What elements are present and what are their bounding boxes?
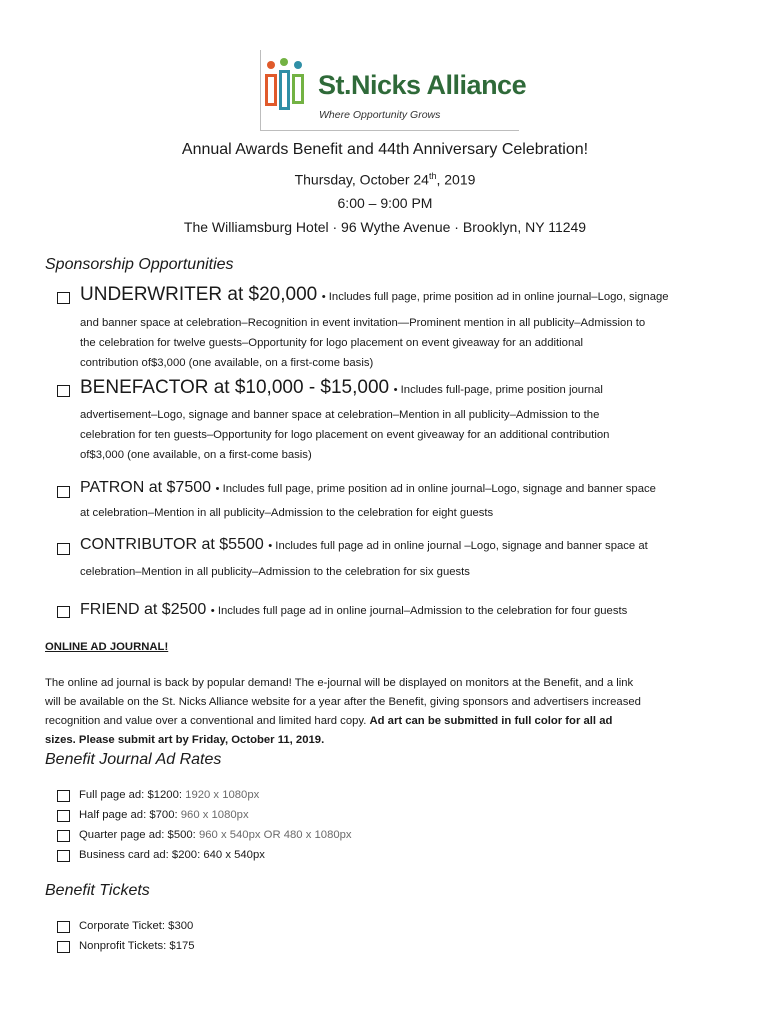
contributor-checkbox[interactable]: [57, 543, 70, 555]
logo-name: St.Nicks Alliance: [318, 70, 527, 100]
patron-checkbox[interactable]: [57, 486, 70, 498]
business-card-ad-rate: Business card ad: $200: 640 x 540px: [79, 849, 265, 861]
underwriter-description: and banner space at celebration–Recognition in event invitation—Prominent mention in all publicity–Admission to the celebration for twelve guests–Opportunity for logo placement on event giveaway for an additional contribution of$3,000 (one available, on a first-come basis): [80, 317, 646, 369]
friend-checkbox[interactable]: [57, 606, 70, 618]
benefactor-checkbox[interactable]: [57, 385, 70, 397]
contributor-description: celebration–Mention in all publicity–Admission to the celebration for six guests: [80, 566, 470, 578]
corporate-ticket-checkbox[interactable]: [57, 921, 70, 933]
business-card-ad-checkbox[interactable]: [57, 850, 70, 862]
patron-tier: PATRON at $7500 • Includes full page, prime position ad in online journal–Logo, signage and banner space: [80, 479, 656, 496]
full-page-ad-checkbox[interactable]: [57, 790, 70, 802]
event-title: Annual Awards Benefit and 44th Anniversary Celebration!: [181, 141, 589, 158]
quarter-page-ad-rate: Quarter page ad: $500: 960 x 540px OR 480 x 1080px: [79, 829, 352, 841]
corporate-ticket-label: Corporate Ticket: $300: [79, 920, 194, 932]
friend-tier: FRIEND at $2500 • Includes full page ad in online journal–Admission to the celebration for four guests: [80, 601, 628, 618]
half-page-ad-rate: Half page ad: $700: 960 x 1080px: [79, 809, 249, 821]
full-page-ad-rate: Full page ad: $1200: 1920 x 1080px: [79, 789, 260, 801]
benefactor-description: advertisement–Logo, signage and banner space at celebration–Mention in all publicity–Admission to the celebration for ten guests–Opportunity for logo placement on event giveaway for an additional contribution of$3,000 (one available, on a first-come basis): [80, 409, 610, 461]
online-journal-heading: ONLINE AD JOURNAL!: [45, 641, 169, 653]
half-page-ad-checkbox[interactable]: [57, 810, 70, 822]
benefactor-tier: BENEFACTOR at $10,000 - $15,000 • Includes full-page, prime position journal: [80, 377, 603, 398]
event-venue: The Williamsburg Hotel · 96 Wythe Avenue · Brooklyn, NY 11249: [183, 219, 587, 235]
people-logo-icon: [262, 56, 312, 112]
logo-tagline: Where Opportunity Grows: [319, 109, 441, 121]
underwriter-checkbox[interactable]: [57, 292, 70, 304]
patron-description: at celebration–Mention in all publicity–Admission to the celebration for eight guests: [80, 507, 494, 519]
contributor-tier: CONTRIBUTOR at $5500 • Includes full page ad in online journal –Logo, signage and banner space at: [80, 536, 648, 553]
event-time: 6:00 – 9:00 PM: [337, 195, 433, 211]
event-date: Thursday, October 24th, 2019: [294, 171, 476, 188]
nonprofit-ticket-checkbox[interactable]: [57, 941, 70, 953]
underwriter-tier: UNDERWRITER at $20,000 • Includes full page, prime position ad in online journal–Logo, signage: [80, 284, 669, 305]
sponsorship-heading: Sponsorship Opportunities: [45, 256, 234, 273]
nonprofit-ticket-label: Nonprofit Tickets: $175: [79, 940, 195, 952]
ad-rates-heading: Benefit Journal Ad Rates: [45, 751, 222, 768]
quarter-page-ad-checkbox[interactable]: [57, 830, 70, 842]
tickets-heading: Benefit Tickets: [45, 882, 150, 899]
online-journal-text: The online ad journal is back by popular demand! The e-journal will be displayed on monitors at the Benefit, and a link will be available on the St. Nicks Alliance website for a year after the Benefit, giving sponsors and advertisers increased recognition and value over a conventional and limited hard copy. Ad art can be submitted in full color for all ad sizes. Please submit art by Friday, October 11, 2019.: [45, 677, 641, 746]
